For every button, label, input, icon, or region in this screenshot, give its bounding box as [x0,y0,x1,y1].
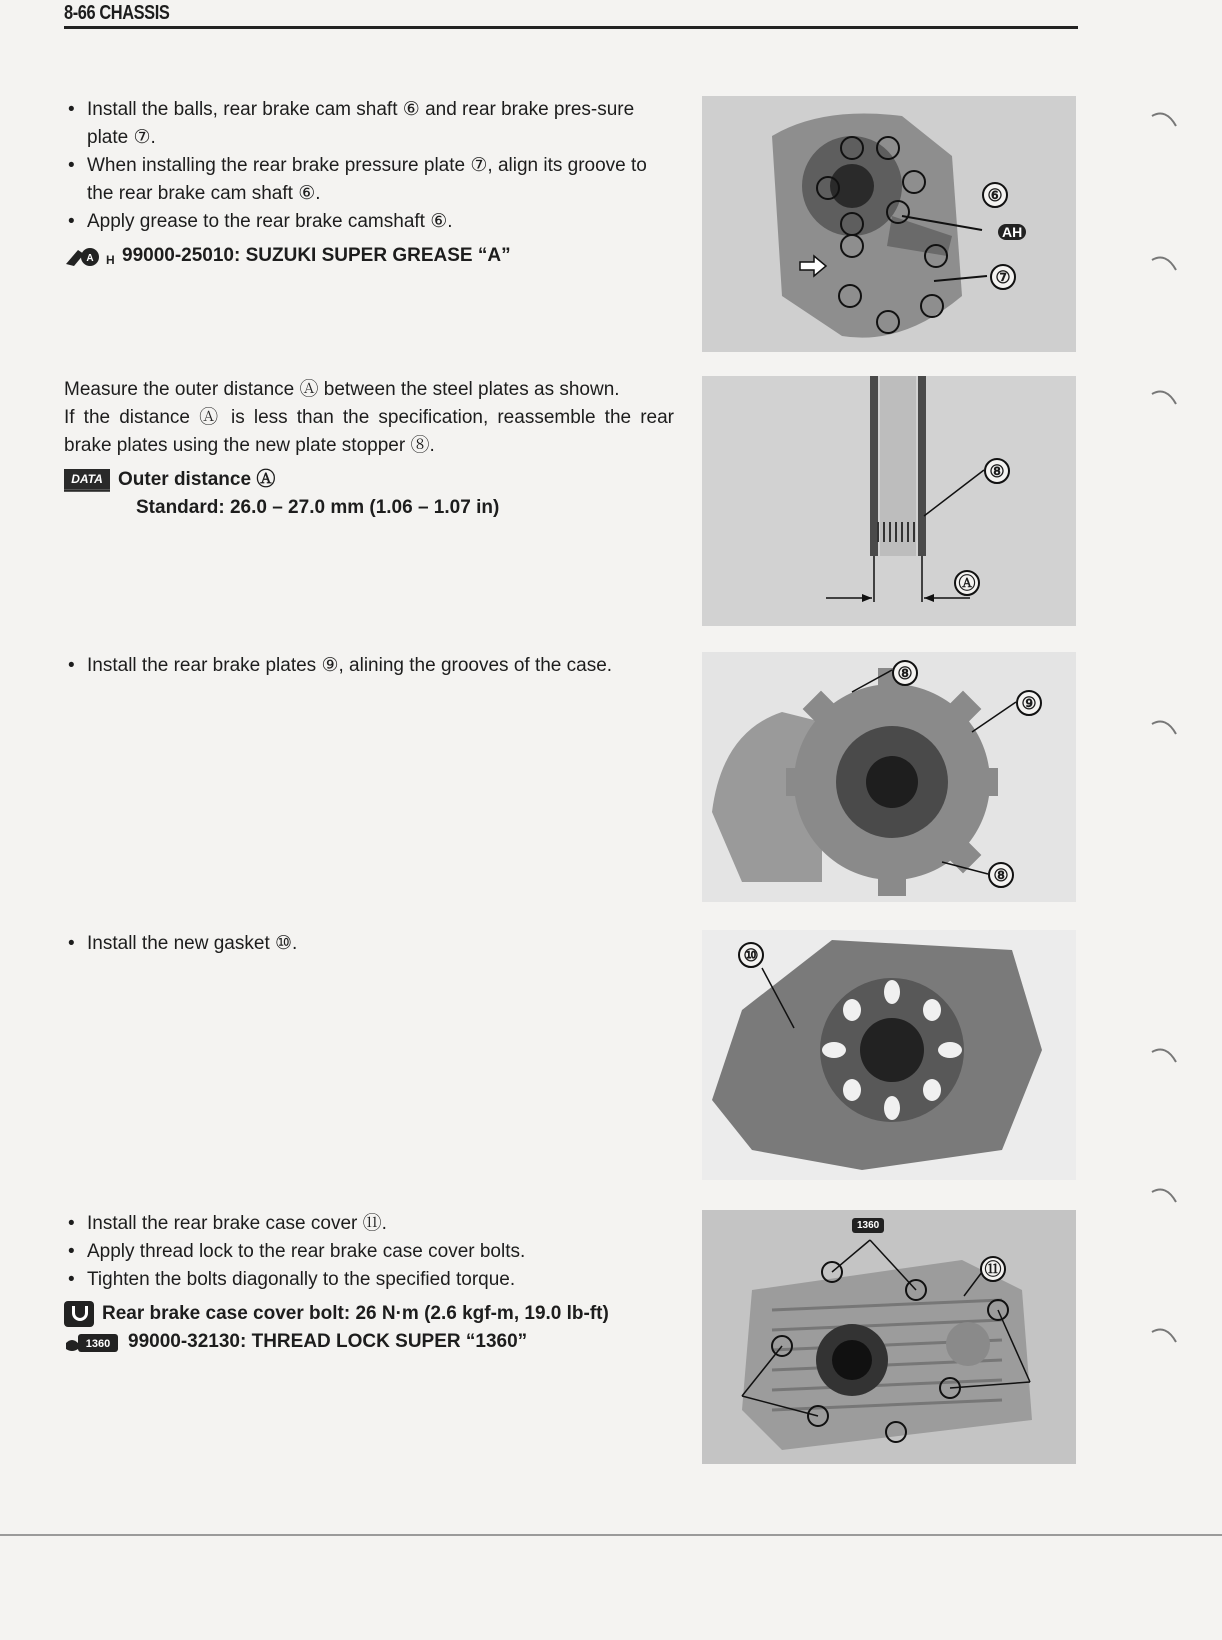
measure-text: Measure the outer distance Ⓐ between the steel plates as shown. [64,379,620,400]
svg-text:H: H [106,253,114,267]
svg-text:A: A [86,253,94,264]
lock-callout-icon: 1360 [852,1218,884,1233]
callout-9: ⑨ [1016,690,1042,716]
callout-8: ⑧ [984,458,1010,484]
binder-hole-mark [1150,1040,1180,1070]
thread-lock-icon [64,1329,120,1355]
header-rule [64,26,1078,29]
bullet-item: • When installing the rear brake pressure plate ⑦, align its groove to the rear brake cam shaft ⑥. [64,152,674,208]
bullet-item: • Apply thread lock to the rear brake case cover bolts. [64,1238,674,1266]
binder-hole-mark [1150,382,1180,412]
photo-plates-measure [702,376,1076,626]
photo-case-cover [702,1210,1076,1464]
bullet-item: • Tighten the bolts diagonally to the specified torque. [64,1266,674,1294]
torque-spec-line [64,1300,674,1328]
callout-8-bottom: ⑧ [988,862,1014,888]
callout-7: ⑦ [990,264,1016,290]
section-brake-plates [64,652,674,680]
page-header [64,0,1078,30]
grease-spec-line [64,242,674,270]
binder-hole-mark [1150,248,1180,278]
bottom-rule [0,1534,1222,1536]
data-icon: DATA [64,469,110,492]
spec-value: Standard: 26.0 – 27.0 mm (1.06 – 1.07 in) [136,497,500,518]
bullet-item: • Apply grease to the rear brake camshaft ⑥. [64,208,674,236]
section-gasket [64,930,674,958]
photo-brake-plates [702,652,1076,902]
bullet-item: • Install the new gasket ⑩. [64,930,674,958]
photo-gasket [702,930,1076,1180]
grease-icon [64,244,114,268]
photo-cam-shaft [702,96,1076,352]
case-cover-illustration [702,1210,1076,1464]
svg-text:1360: 1360 [85,1338,111,1350]
grease-callout-icon: AH [998,224,1026,240]
section-outer-distance [64,376,674,522]
reassemble-text: If the distance Ⓐ is less than the specification, reassemble the rear brake plates using the new plate stopper ⑧. [64,407,674,456]
lock-spec: 99000-32130: THREAD LOCK SUPER “1360” [128,1331,528,1352]
callout-8-top: ⑧ [892,660,918,686]
callout-10: ⑩ [738,942,764,968]
section-cam-shaft [64,96,674,270]
callout-6: ⑥ [982,182,1008,208]
callout-11: ⑪ [980,1256,1006,1282]
bullet-item: • Install the rear brake case cover ⑪. [64,1210,674,1238]
torque-wrench-icon [64,1301,94,1327]
steel-plates-illustration [702,376,1076,626]
torque-spec: Rear brake case cover bolt: 26 N·m (2.6 kgf-m, 19.0 lb-ft) [102,1303,609,1324]
binder-hole-mark [1150,1320,1180,1350]
brake-plates-illustration [702,652,1076,902]
grease-spec: 99000-25010: SUZUKI SUPER GREASE “A” [122,245,511,266]
callout-a: Ⓐ [954,570,980,596]
lock-spec-line [64,1328,674,1356]
bullet-item: • Install the rear brake plates ⑨, alining the grooves of the case. [64,652,674,680]
binder-hole-mark [1150,1180,1180,1210]
binder-hole-mark [1150,104,1180,134]
binder-hole-mark [1150,712,1180,742]
page-title: 8-66 CHASSIS [64,2,170,24]
data-spec-line [64,466,674,494]
section-case-cover [64,1210,674,1356]
spec-title: Outer distance Ⓐ [118,469,276,490]
bullet-item: • Install the balls, rear brake cam shaft ⑥ and rear brake pres-sure plate ⑦. [64,96,674,152]
gasket-illustration [702,930,1076,1180]
